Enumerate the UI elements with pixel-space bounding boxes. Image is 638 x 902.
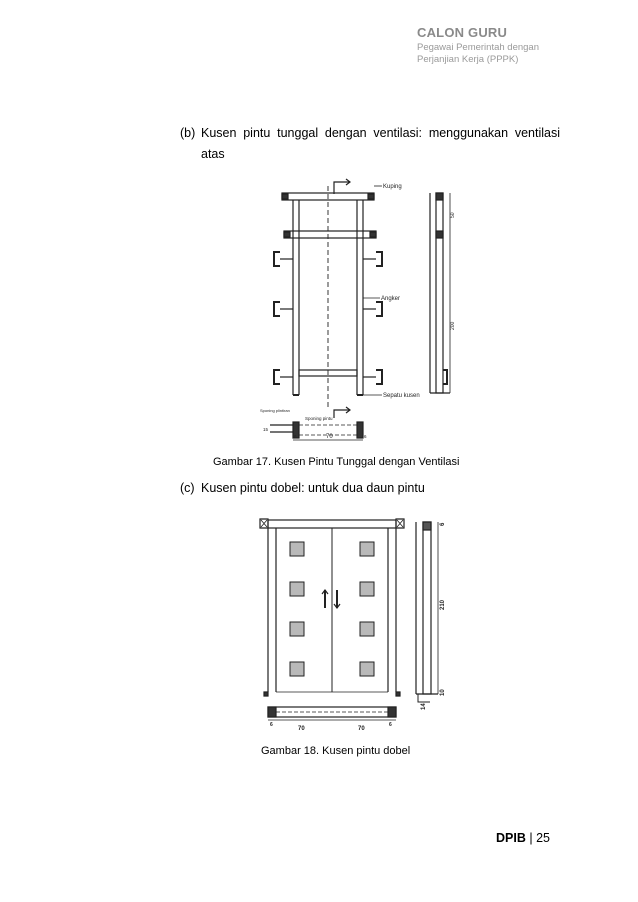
glass-panel [360,582,374,596]
dim-depth: 15 [263,427,269,432]
page-footer [496,831,550,845]
dim-top-6: 6 [440,522,446,526]
glass-panel [290,582,304,596]
glass-panel [360,622,374,636]
label-sepatu-kusen: Sepatu kusen [383,393,420,399]
dim-right: 6 [364,434,367,439]
dim-right-70: 70 [358,726,365,732]
label-sponing-pintu: Sponing pintu [305,416,333,421]
dim-left: 6 [294,434,297,439]
section-c-line [180,480,425,496]
glass-panel [290,662,304,676]
dim-top: 50 [450,212,456,218]
glass-panel [360,542,374,556]
figure-18-double-door-frame [258,512,458,742]
glass-panel [290,542,304,556]
section-c-marker: (c) [180,481,195,495]
dim-main: 200 [450,321,456,330]
section-b-line1 [180,125,560,141]
dim-height-210: 210 [440,599,446,610]
label-kuping: Kuping [383,184,402,190]
figure-18-caption: Gambar 18. Kusen pintu dobel [261,745,411,757]
figure-17-caption: Gambar 17. Kusen Pintu Tunggal dengan Ventilasi [213,456,460,468]
section-c-text: Kusen pintu dobel: untuk dua daun pintu [201,481,425,495]
dim-edge-right-6: 6 [389,722,392,728]
section-b-marker: (b) [180,126,196,140]
dim-edge-left-6: 6 [270,722,273,728]
figure-17-single-door-frame [250,170,470,445]
label-sponing-plintiran: Sponing plintiran [260,408,290,413]
header-subtitle-line1: Pegawai Pemerintah dengan [417,42,540,53]
header-title: CALON GURU [417,25,508,40]
footer-separator: | [525,831,537,845]
dim-left-70: 70 [298,726,305,732]
glass-panel [360,662,374,676]
glass-panel [290,622,304,636]
dim-depth-14: 14 [421,703,427,710]
section-b-text: Kusen pintu tunggal dengan ventilasi: menggunakan ventilasi [201,126,560,140]
label-angker: Angker [381,296,401,302]
header-subtitle [417,42,539,66]
page-number: 25 [536,831,550,845]
dim-bottom-10: 10 [440,689,446,696]
header-subtitle-line2: Perjanjian Kerja (PPPK) [417,54,519,65]
section-b-line2: atas [201,147,225,161]
dim-width: 70 [326,434,333,440]
footer-code: DPIB [496,831,526,845]
